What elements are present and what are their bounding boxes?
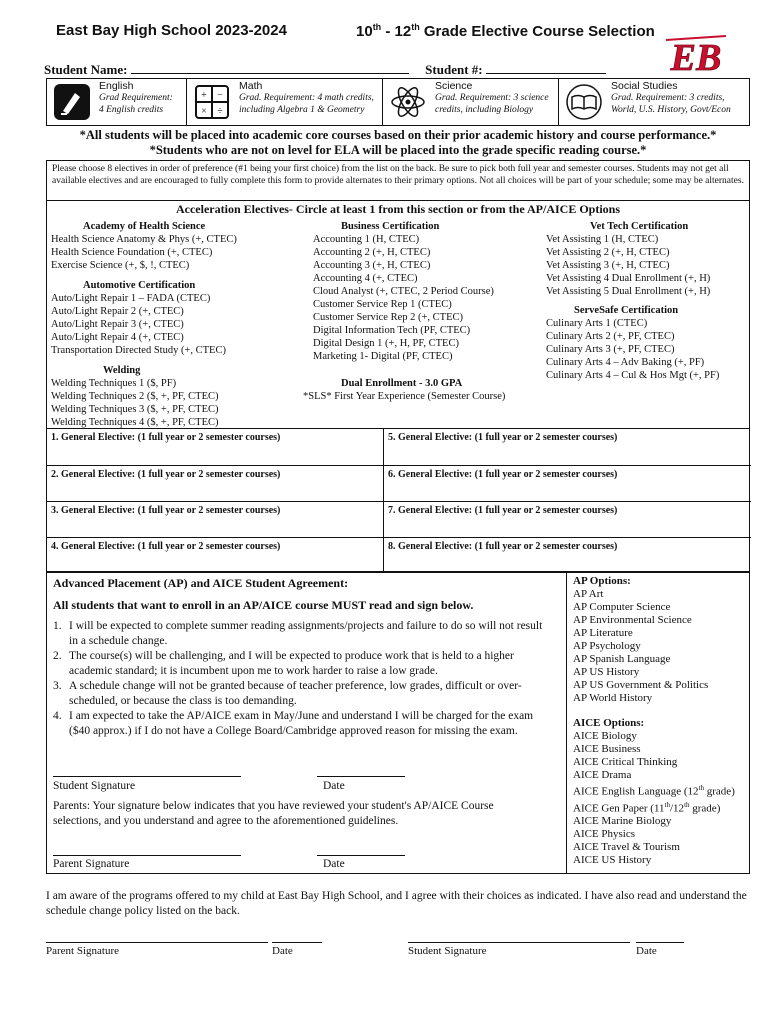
student-name-field[interactable]	[131, 63, 409, 74]
course-item[interactable]: Culinary Arts 1 (CTEC)	[546, 318, 648, 329]
general-electives-grid	[46, 428, 750, 572]
dual-enrollment-list: Dual Enrollment - 3.0 GPA *SLS* First Year Experience (Semester Course)	[303, 378, 506, 402]
course-item[interactable]: Accounting 3 (+, H, CTEC)	[313, 260, 431, 271]
bottom-parent-signature-line[interactable]	[46, 942, 268, 943]
course-item[interactable]: Auto/Light Repair 1 – FADA (CTEC)	[51, 293, 211, 304]
aice-option[interactable]: AICE Travel & Tourism	[573, 841, 680, 854]
aice-option[interactable]: AICE Drama	[573, 769, 632, 781]
ap-option[interactable]: AP Psychology	[573, 640, 641, 652]
course-item[interactable]: Vet Assisting 5 Dual Enrollment (+, H)	[546, 286, 711, 297]
course-item[interactable]: Customer Service Rep 2 (+, CTEC)	[313, 312, 463, 323]
parent-date-label: Date	[323, 858, 345, 870]
eb-logo	[664, 34, 728, 78]
form-title: 10th - 12th Grade Elective Course Selection	[356, 22, 655, 40]
aice-option[interactable]: AICE Physics	[573, 828, 636, 841]
course-item[interactable]: Vet Assisting 3 (+, H, CTEC)	[546, 260, 670, 271]
placement-note-ela: *Students who are not on level for ELA will be placed into the grade specific reading course.*	[149, 143, 647, 157]
agreement-subtitle: All students that want to enroll in an AP/AICE course MUST read and sign below.	[53, 598, 474, 612]
parent-awareness-statement: I am aware of the programs offered to my child at East Bay High School, and I agree with their choices as indicated. I have also read and understand the schedule change policy listed on the back.	[46, 890, 747, 917]
aice-option[interactable]: AICE Marine Biology	[573, 815, 672, 828]
automotive-list: Automotive Certification Auto/Light Repair 1 – FADA (CTEC) Auto/Light Repair 2 (+, CTEC) Auto/Light Repair 3 (+, CTEC) Auto/Light Repair 4 (+, CTEC) Transportation Directed Study (+, CTEC)	[51, 280, 226, 356]
subject-social-studies: Social Studies Grad. Requirement: 3 credits, World, U.S. History, Govt/Econ	[559, 79, 749, 125]
course-item[interactable]: Accounting 2 (+, H, CTEC)	[313, 247, 431, 258]
acceleration-electives-section	[46, 200, 750, 428]
course-item[interactable]: Accounting 1 (H, CTEC)	[313, 234, 420, 245]
course-item[interactable]: Culinary Arts 4 – Cul & Hos Mgt (+, PF)	[546, 370, 720, 381]
ap-aice-agreement-section	[46, 572, 750, 874]
student-signature-label: Student Signature	[53, 780, 136, 792]
student-number-label: Student #:	[425, 62, 483, 77]
agreement-item: 2. The course(s) will be challenging, and I will be expected to produce work that is held to a higher academic standard; it is incumbent upon me to work harder to raise a low grade.	[53, 650, 514, 677]
business-list: Business Certification Accounting 1 (H, CTEC) Accounting 2 (+, H, CTEC) Accounting 3 (+, H, CTEC) Accounting 4 (+, CTEC) Cloud Analyst (+, CTEC, 2 Period Course) Customer Service Rep 1 (CTEC) Customer Service Rep 2 (+, CTEC) Digital Information Tech (PF, CTEC) Digital Design 1 (+, H, PF, CTEC) Marketing 1- Digital (PF, CTEC)	[313, 221, 494, 362]
course-item[interactable]: Auto/Light Repair 2 (+, CTEC)	[51, 306, 184, 317]
course-item[interactable]: Culinary Arts 3 (+, PF, CTEC)	[546, 344, 675, 355]
student-info-line	[44, 62, 606, 78]
course-item[interactable]: Welding Techniques 2 ($, +, PF, CTEC)	[51, 391, 219, 402]
elective-field-4[interactable]: 4. General Elective: (1 full year or 2 semester courses)	[47, 538, 384, 573]
acceleration-title: Acceleration Electives- Circle at least 1 from this section or from the AP/AICE Options	[175, 202, 621, 216]
ap-options-title: AP Options:	[573, 575, 631, 587]
parent-signature-line[interactable]	[53, 855, 241, 856]
aice-option[interactable]: AICE Critical Thinking	[573, 756, 678, 768]
placement-notes	[46, 128, 750, 158]
welding-list: Welding Welding Techniques 1 ($, PF) Welding Techniques 2 ($, +, PF, CTEC) Welding Techniques 3 ($, +, PF, CTEC) Welding Techniques 4 ($, +, PF, CTEC)	[51, 365, 219, 428]
course-item[interactable]: *SLS* First Year Experience (Semester Course)	[303, 391, 506, 402]
svg-text:+: +	[201, 90, 207, 101]
course-item[interactable]: Health Science Foundation (+, CTEC)	[51, 247, 213, 258]
student-number-field[interactable]	[486, 63, 606, 74]
agreement-panel	[47, 573, 567, 873]
course-item[interactable]: Auto/Light Repair 4 (+, CTEC)	[51, 332, 184, 343]
bottom-parent-date-line[interactable]	[272, 942, 322, 943]
svg-text:−: −	[217, 90, 223, 101]
aice-option[interactable]: AICE US History	[573, 854, 652, 867]
ap-option[interactable]: AP World History	[573, 692, 653, 704]
course-item[interactable]: Vet Assisting 4 Dual Enrollment (+, H)	[546, 273, 711, 284]
student-signature-line[interactable]	[53, 776, 241, 777]
aice-option[interactable]: AICE English Language (12th grade)	[573, 784, 735, 798]
vet-tech-list: Vet Tech Certification Vet Assisting 1 (H, CTEC) Vet Assisting 2 (+, H, CTEC) Vet Assisting 3 (+, H, CTEC) Vet Assisting 4 Dual Enrollment (+, H) Vet Assisting 5 Dual Enrollment (+, H)	[546, 221, 711, 297]
ap-option[interactable]: AP Spanish Language	[573, 653, 671, 665]
subject-requirements-row	[46, 78, 750, 126]
svg-text:×: ×	[201, 106, 207, 117]
agreement-title: Advanced Placement (AP) and AICE Student Agreement:	[53, 576, 349, 590]
elective-field-2[interactable]: 2. General Elective: (1 full year or 2 semester courses)	[47, 466, 384, 502]
bottom-student-signature-line[interactable]	[408, 942, 630, 943]
agreement-item: 4. I am expected to take the AP/AICE exam in May/June and understand I will be charged for the exam ($40 approx.) if I do not have a College Board/Cambridge approved reason for missing the exam.	[53, 710, 534, 737]
aice-option[interactable]: AICE Business	[573, 743, 641, 755]
agreement-list	[53, 619, 553, 739]
ap-option[interactable]: AP Environmental Science	[573, 614, 692, 626]
ap-option[interactable]: AP Literature	[573, 627, 633, 639]
elective-field-5[interactable]: 5. General Elective: (1 full year or 2 semester courses)	[384, 429, 751, 466]
course-item[interactable]: Transportation Directed Study (+, CTEC)	[51, 345, 226, 356]
bottom-student-signature-label: Student Signature	[408, 945, 487, 957]
course-item[interactable]: Digital Information Tech (PF, CTEC)	[313, 325, 471, 336]
course-item[interactable]: Welding Techniques 4 ($, +, PF, CTEC)	[51, 417, 219, 428]
ap-option[interactable]: AP Computer Science	[573, 601, 671, 613]
aice-option[interactable]: AICE Biology	[573, 730, 637, 742]
elective-field-3[interactable]: 3. General Elective: (1 full year or 2 semester courses)	[47, 502, 384, 538]
svg-text:÷: ÷	[217, 106, 223, 117]
ap-aice-options-panel	[567, 573, 749, 873]
aice-options-title: AICE Options:	[573, 717, 645, 729]
aice-option[interactable]: AICE Gen Paper (11th/12th grade)	[573, 800, 721, 815]
bottom-parent-signature-label: Parent Signature	[46, 945, 120, 957]
course-item[interactable]: Accounting 4 (+, CTEC)	[313, 273, 418, 284]
subject-english: English Grad Requirement: 4 English credits	[47, 79, 187, 125]
course-item[interactable]: Marketing 1- Digital (PF, CTEC)	[313, 351, 453, 362]
student-date-line[interactable]	[317, 776, 405, 777]
servesafe-list: ServeSafe Certification Culinary Arts 1 (CTEC) Culinary Arts 2 (+, PF, CTEC) Culinary Arts 3 (+, PF, CTEC) Culinary Arts 4 – Adv Baking (+, PF) Culinary Arts 4 – Cul & Hos Mgt (+, PF)	[546, 305, 720, 381]
elective-field-7[interactable]: 7. General Elective: (1 full year or 2 semester courses)	[384, 502, 751, 538]
course-item[interactable]: Customer Service Rep 1 (CTEC)	[313, 299, 452, 310]
course-item[interactable]: Exercise Science (+, $, !, CTEC)	[51, 260, 190, 271]
course-item[interactable]: Welding Techniques 3 ($, +, PF, CTEC)	[51, 404, 219, 415]
course-item[interactable]: Health Science Anatomy & Phys (+, CTEC)	[51, 234, 237, 245]
elective-field-6[interactable]: 6. General Elective: (1 full year or 2 semester courses)	[384, 466, 751, 502]
course-item[interactable]: Vet Assisting 2 (+, H, CTEC)	[546, 247, 670, 258]
elective-field-1[interactable]: 1. General Elective: (1 full year or 2 semester courses)	[47, 429, 384, 466]
course-item[interactable]: Culinary Arts 4 – Adv Baking (+, PF)	[546, 357, 705, 368]
parent-agreement-note: Parents: Your signature below indicates that you have reviewed your student's AP/AICE Course selections, and you understand and agree to the aforementioned guidelines.	[53, 800, 494, 827]
subject-math: + − × ÷ Math Grad. Requirement: 4 math credits, including Algebra 1 & Geometry	[187, 79, 383, 125]
course-item[interactable]: Vet Assisting 1 (H, CTEC)	[546, 234, 659, 245]
agreement-item: 1. I will be expected to complete summer reading assignments/projects and failure to do so will not result in a schedule change.	[53, 620, 543, 647]
agreement-item: 3. A schedule change will not be granted because of teacher preference, low grades, difficult or over-scheduled, or because the class is too demanding.	[53, 680, 522, 707]
course-item[interactable]: Culinary Arts 2 (+, PF, CTEC)	[546, 331, 675, 342]
course-item[interactable]: Cloud Analyst (+, CTEC, 2 Period Course)	[313, 286, 494, 297]
ap-option[interactable]: AP US History	[573, 666, 640, 678]
book-icon	[565, 83, 603, 121]
placement-note-core: *All students will be placed into academic core courses based on their prior academic history and course performance.*	[79, 128, 717, 142]
student-name-label: Student Name:	[44, 62, 128, 77]
pen-icon	[53, 83, 91, 121]
course-item[interactable]: Welding Techniques 1 ($, PF)	[51, 378, 177, 389]
logo-text: EB	[670, 37, 722, 78]
calculator-icon	[193, 83, 231, 121]
course-item[interactable]: Auto/Light Repair 3 (+, CTEC)	[51, 319, 184, 330]
subject-science: Science Grad. Requirement: 3 science credits, including Biology	[383, 79, 559, 125]
bottom-student-date-line[interactable]	[636, 942, 684, 943]
bottom-parent-date-label: Date	[272, 945, 293, 957]
parent-date-line[interactable]	[317, 855, 405, 856]
school-year-title: East Bay High School 2023-2024	[56, 22, 287, 39]
bottom-student-date-label: Date	[636, 945, 657, 957]
ap-option[interactable]: AP US Government & Politics	[573, 679, 709, 691]
parent-signature-label: Parent Signature	[53, 858, 130, 870]
atom-icon	[389, 83, 427, 121]
elective-field-8[interactable]: 8. General Elective: (1 full year or 2 semester courses)	[388, 541, 618, 552]
health-science-list: Academy of Health Science Health Science Anatomy & Phys (+, CTEC) Health Science Foundation (+, CTEC) Exercise Science (+, $, !, CTEC)	[51, 221, 237, 271]
instructions: Please choose 8 electives in order of preference (#1 being your first choice) from the list on the back. Be sure to pick both full year and semester courses. Students may not get all available electives and are encouraged to fully complete this form to provide alternates to their primary options. Not all choices will be part of your schedule; some may be alternates.	[46, 160, 750, 200]
course-item[interactable]: Digital Design 1 (+, H, PF, CTEC)	[313, 338, 459, 349]
ap-option[interactable]: AP Art	[573, 588, 604, 600]
student-date-label: Date	[323, 780, 345, 792]
